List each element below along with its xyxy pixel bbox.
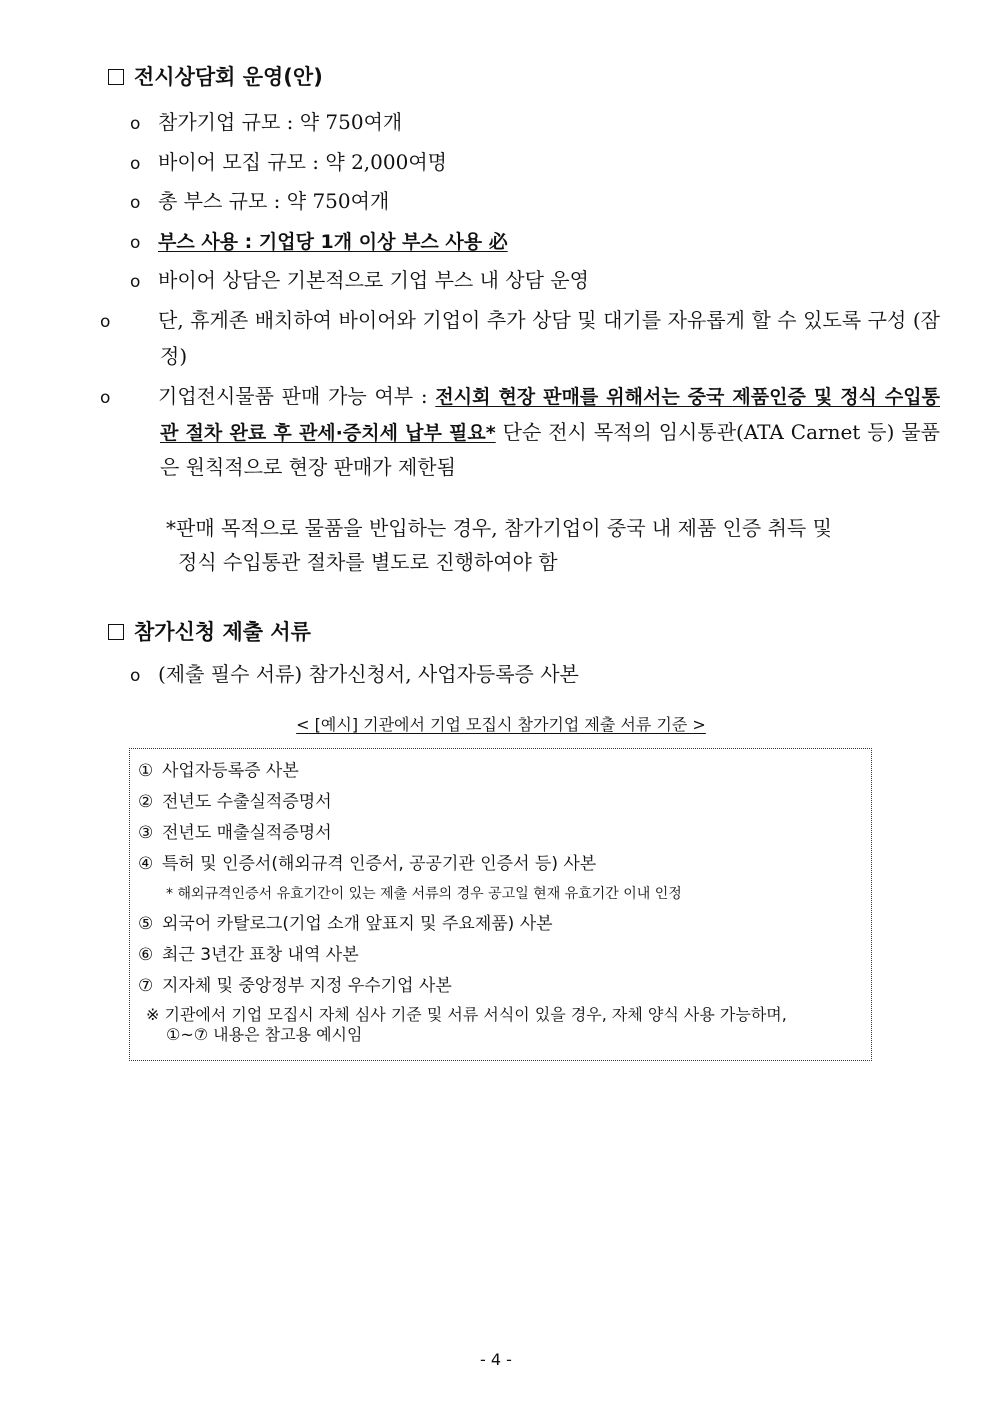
section-title: 전시상담회 운영(안) bbox=[134, 65, 323, 89]
circle-bullet-icon: o bbox=[130, 114, 141, 134]
page-number: - 4 - bbox=[480, 1350, 512, 1369]
list-item: o 참가기업 규모 : 약 750여개 bbox=[130, 105, 910, 141]
list-item bbox=[130, 224, 910, 260]
list-item-sales: o 기업전시물품 판매 가능 여부 : 전시회 현장 판매를 위해서는 중국 제품인증 및 정식 수입통관 절차 완료 후 관세·증치세 납부 필요* 단순 전시 목적의 임시통관(ATA Carnet 등) 물품은 원칙적으로 현장 판매가 제한됨 bbox=[130, 379, 940, 484]
checkbox-square-icon bbox=[108, 69, 124, 85]
list-item: o 바이어 상담은 기본적으로 기업 부스 내 상담 운영 bbox=[130, 263, 910, 299]
list-item: ③ 전년도 매출실적증명서 bbox=[138, 823, 332, 843]
circle-bullet-icon: o bbox=[100, 312, 111, 332]
circle-bullet-icon: o bbox=[130, 154, 141, 174]
checkbox-square-icon bbox=[108, 624, 124, 640]
list-item: ② 전년도 수출실적증명서 bbox=[138, 792, 332, 812]
circle-bullet-icon: o bbox=[100, 388, 111, 408]
document-list-box bbox=[129, 748, 872, 1061]
list-item: o 바이어 모집 규모 : 약 2,000여명 bbox=[130, 145, 910, 181]
list-item: ① 사업자등록증 사본 bbox=[138, 761, 299, 781]
list-item: o 단, 휴게존 배치하여 바이어와 기업이 추가 상담 및 대기를 자유롭게 할 수 있도록 구성 (잠정) bbox=[130, 303, 940, 373]
section-title: 참가신청 제출 서류 bbox=[134, 620, 311, 644]
list-item: ⑤ 외국어 카탈로그(기업 소개 앞표지 및 주요제품) 사본 bbox=[138, 914, 553, 934]
emphasis-text: 부스 사용 : 기업당 1개 이상 부스 사용 必 bbox=[158, 231, 508, 253]
list-item: o 총 부스 규모 : 약 750여개 bbox=[130, 184, 910, 220]
circle-bullet-icon: o bbox=[130, 233, 141, 253]
list-item: ⑥ 최근 3년간 표창 내역 사본 bbox=[138, 945, 359, 965]
circle-bullet-icon: o bbox=[130, 272, 141, 292]
footnote: *판매 목적으로 물품을 반입하는 경우, 참가기업이 중국 내 제품 인증 취득 및 정식 수입통관 절차를 별도로 진행하여야 함 bbox=[166, 516, 832, 574]
list-item: ④ 특허 및 인증서(해외규격 인증서, 공공기관 인증서 등) 사본 bbox=[138, 854, 597, 874]
circle-bullet-icon: o bbox=[130, 666, 141, 686]
box-caption: < [예시] 기관에서 기업 모집시 참가기업 제출 서류 기준 > bbox=[296, 715, 706, 734]
list-item: ⑦ 지자체 및 중앙정부 지정 우수기업 사본 bbox=[138, 976, 452, 996]
circle-bullet-icon: o bbox=[130, 193, 141, 213]
list-item: o (제출 필수 서류) 참가신청서, 사업자등록증 사본 bbox=[130, 657, 910, 693]
section-heading-exhibition bbox=[108, 64, 323, 90]
list-item-note: * 해외규격인증서 유효기간이 있는 제출 서류의 경우 공고일 현재 유효기간 이내 인정 bbox=[166, 886, 682, 902]
emphasis-text: 전시회 현장 판매를 위해서는 중국 제품인증 및 정식 수입통관 절차 완료 후 관세·증치세 납부 필요* bbox=[160, 386, 940, 444]
section-heading-documents bbox=[108, 619, 311, 645]
remark-text: ※ 기관에서 기업 모집시 자체 심사 기준 및 서류 서식이 있을 경우, 자체 양식 사용 가능하며, ①~⑦ 내용은 참고용 예시임 bbox=[146, 1005, 787, 1044]
